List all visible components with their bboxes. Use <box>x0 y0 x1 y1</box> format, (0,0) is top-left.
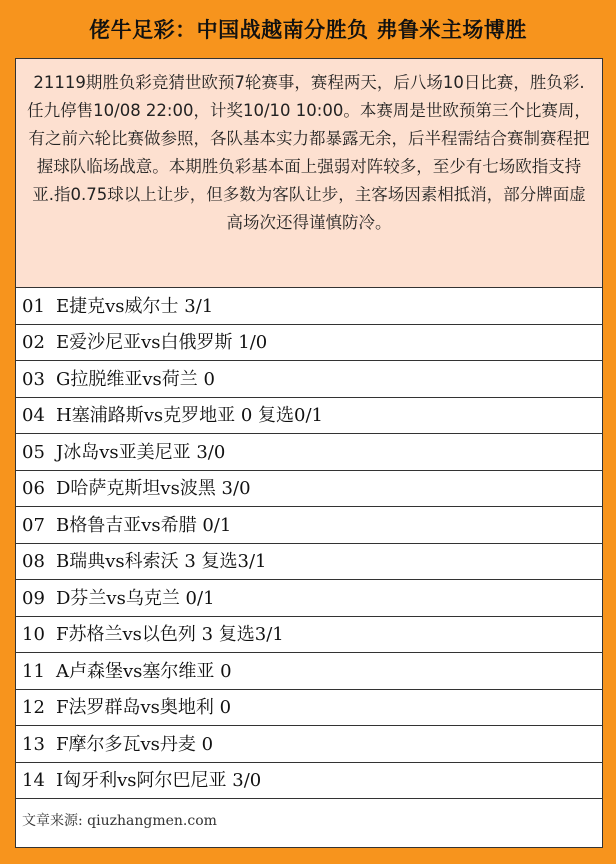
source-credit: 文章来源: qiuzhangmen.com <box>22 813 217 829</box>
match-row <box>16 544 602 580</box>
match-pick: D哈萨克斯坦vs波黑 3/0 <box>56 478 251 499</box>
match-pick: B格鲁吉亚vs希腊 0/1 <box>56 515 232 536</box>
match-number: 12 <box>22 697 45 718</box>
match-pick: F苏格兰vs以色列 3 复选3/1 <box>56 624 284 645</box>
match-row <box>16 507 602 544</box>
match-number: 10 <box>22 624 45 645</box>
match-row <box>16 471 602 507</box>
match-number: 05 <box>22 442 45 463</box>
match-number: 14 <box>22 770 45 791</box>
page-title: 佬牛足彩：中国战越南分胜负 弗鲁米主场博胜 <box>89 18 527 42</box>
match-pick: A卢森堡vs塞尔维亚 0 <box>56 661 232 682</box>
match-pick: G拉脱维亚vs荷兰 0 <box>56 369 215 390</box>
intro-paragraph: 21119期胜负彩竞猜世欧预7轮赛事，赛程两天，后八场10日比赛，胜负彩.任九停售10/08 22:00，计奖10/10 10:00。本赛周是世欧预第三个比赛周，有之前六轮比赛做参照，各队基本实力都暴露无余，后半程需结合赛制赛程把握球队临场战意。本期胜负彩基本面上强弱对阵较多，至少有七场欧指支持亚.指0.75球以上让步，但多数为客队让步，主客场因素相抵消，部分牌面虚高场次还得谨慎防冷。 <box>16 59 602 288</box>
match-row <box>16 580 602 617</box>
match-number: 02 <box>22 332 45 353</box>
match-row <box>16 690 602 726</box>
match-row <box>16 653 602 690</box>
match-row <box>16 398 602 434</box>
match-number: 01 <box>22 296 45 317</box>
match-list <box>16 288 602 799</box>
match-pick: H塞浦路斯vs克罗地亚 0 复选0/1 <box>56 405 323 426</box>
match-row <box>16 434 602 471</box>
match-number: 11 <box>22 661 45 682</box>
match-pick: F法罗群岛vs奥地利 0 <box>56 697 232 718</box>
match-row <box>16 617 602 653</box>
match-row <box>16 763 602 799</box>
match-pick: E捷克vs威尔士 3/1 <box>56 296 214 317</box>
content-sheet <box>15 58 603 848</box>
match-number: 03 <box>22 369 45 390</box>
match-pick: E爱沙尼亚vs白俄罗斯 1/0 <box>56 332 268 353</box>
match-row <box>16 288 602 325</box>
match-number: 08 <box>22 551 45 572</box>
match-row <box>16 361 602 398</box>
match-pick: J冰岛vs亚美尼亚 3/0 <box>56 442 226 463</box>
match-number: 06 <box>22 478 45 499</box>
match-number: 04 <box>22 405 45 426</box>
match-pick: B瑞典vs科索沃 3 复选3/1 <box>56 551 267 572</box>
match-pick: F摩尔多瓦vs丹麦 0 <box>56 734 214 755</box>
match-pick: I匈牙利vs阿尔巴尼亚 3/0 <box>56 770 262 791</box>
match-row <box>16 325 602 361</box>
match-number: 09 <box>22 588 45 609</box>
match-row <box>16 726 602 763</box>
match-number: 13 <box>22 734 45 755</box>
match-number: 07 <box>22 515 45 536</box>
match-pick: D芬兰vs乌克兰 0/1 <box>56 588 215 609</box>
